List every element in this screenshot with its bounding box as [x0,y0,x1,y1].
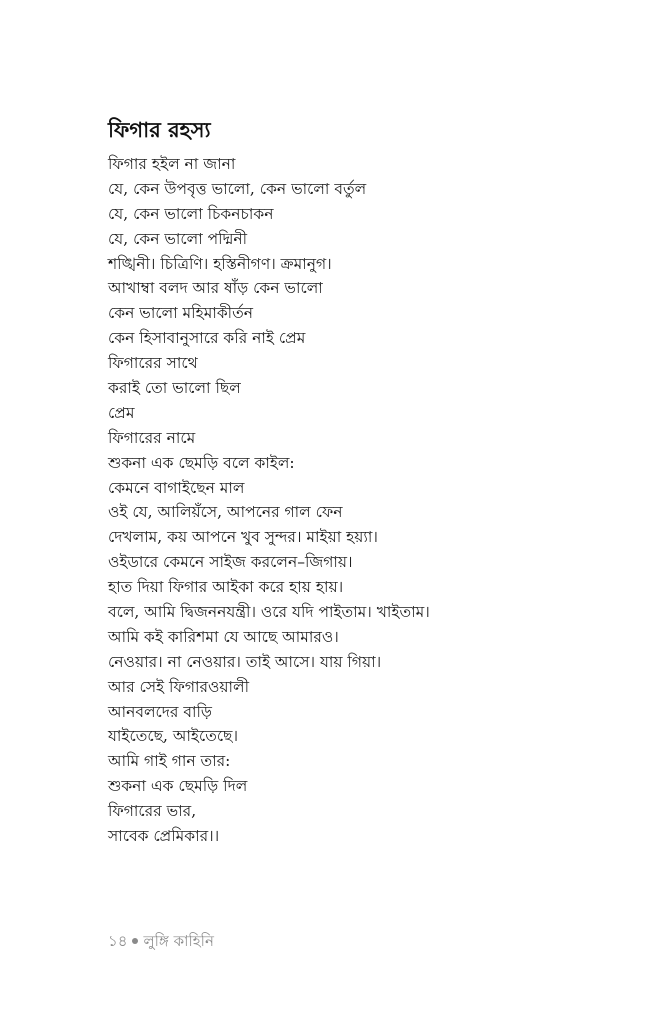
poem-line: প্রেম [108,403,135,422]
book-title: লুঙ্গি কাহিনি [143,932,214,950]
poem-line: শুকনা এক ছেমড়ি বলে কাইল: [108,453,295,472]
poem-line: করাই তো ভালো ছিল [108,379,241,398]
poem-line: যাইতেছে, আইতেছে। [108,727,238,746]
poem-body [108,152,568,849]
poem-line: আমি গাই গান তার: [108,752,231,771]
poem-line: কেন ভালো মহিমাকীর্তন [108,304,254,323]
poem-line: শুকনা এক ছেমড়ি দিল [108,777,248,796]
poem-line: সাবেক প্রেমিকার।। [108,827,220,846]
poem-line: শঙ্খিনী। চিত্রিণি। হস্তিনীগণ। ক্রমানুগ। [108,254,332,273]
poem-line: ওইডারে কেমনে সাইজ করলেন–জিগায়। [108,553,353,572]
separator-dot-icon [132,938,138,944]
poem-line: কেন হিসাবানুসারে করি নাই প্রেম [108,329,306,348]
poem-line: আর সেই ফিগারওয়ালী [108,677,250,696]
poem-title: ফিগার রহস্য [108,117,211,142]
poem-line: কেমনে বাগাইছেন মাল [108,478,245,497]
poem-line: আখাম্বা বলদ আর ষাঁড় কেন ভালো [108,279,323,298]
poem-line: ফিগার হইল না জানা [108,155,236,173]
poem-line: বলে, আমি দ্বিজননযন্ত্রী। ওরে যদি পাইতাম। খাইতাম। [108,603,430,622]
poem-line: যে, কেন উপবৃত্ত ভালো, কেন ভালো বর্তুল [108,179,367,198]
poem-line: দেখলাম, কয় আপনে খুব সুন্দর। মাইয়া হয়্যা। [108,528,378,547]
poem-line: আমি কই কারিশমা যে আছে আমারও। [108,627,339,646]
poem-line: হাত দিয়া ফিগার আইকা করে হায় হায়। [108,578,344,597]
poem-line: ফিগারের সাথে [108,354,198,373]
poem-line: ওই যে, আলিয়ঁসে, আপনের গাল ফেন [108,503,343,522]
poem-line: ফিগারের নামে [108,428,196,447]
poem-line: ফিগারের ভার, [108,802,197,821]
poem-line: যে, কেন ভালো পদ্মিনী [108,229,248,248]
poem-line: আনবলদের বাড়ি [108,702,212,721]
poem-line: নেওয়ার। না নেওয়ার। তাই আসে। যায় গিয়া। [108,652,382,671]
page-number: ১৪ [108,932,128,950]
page-footer [108,930,214,955]
poem-line: যে, কেন ভালো চিকনচাকন [108,204,274,223]
